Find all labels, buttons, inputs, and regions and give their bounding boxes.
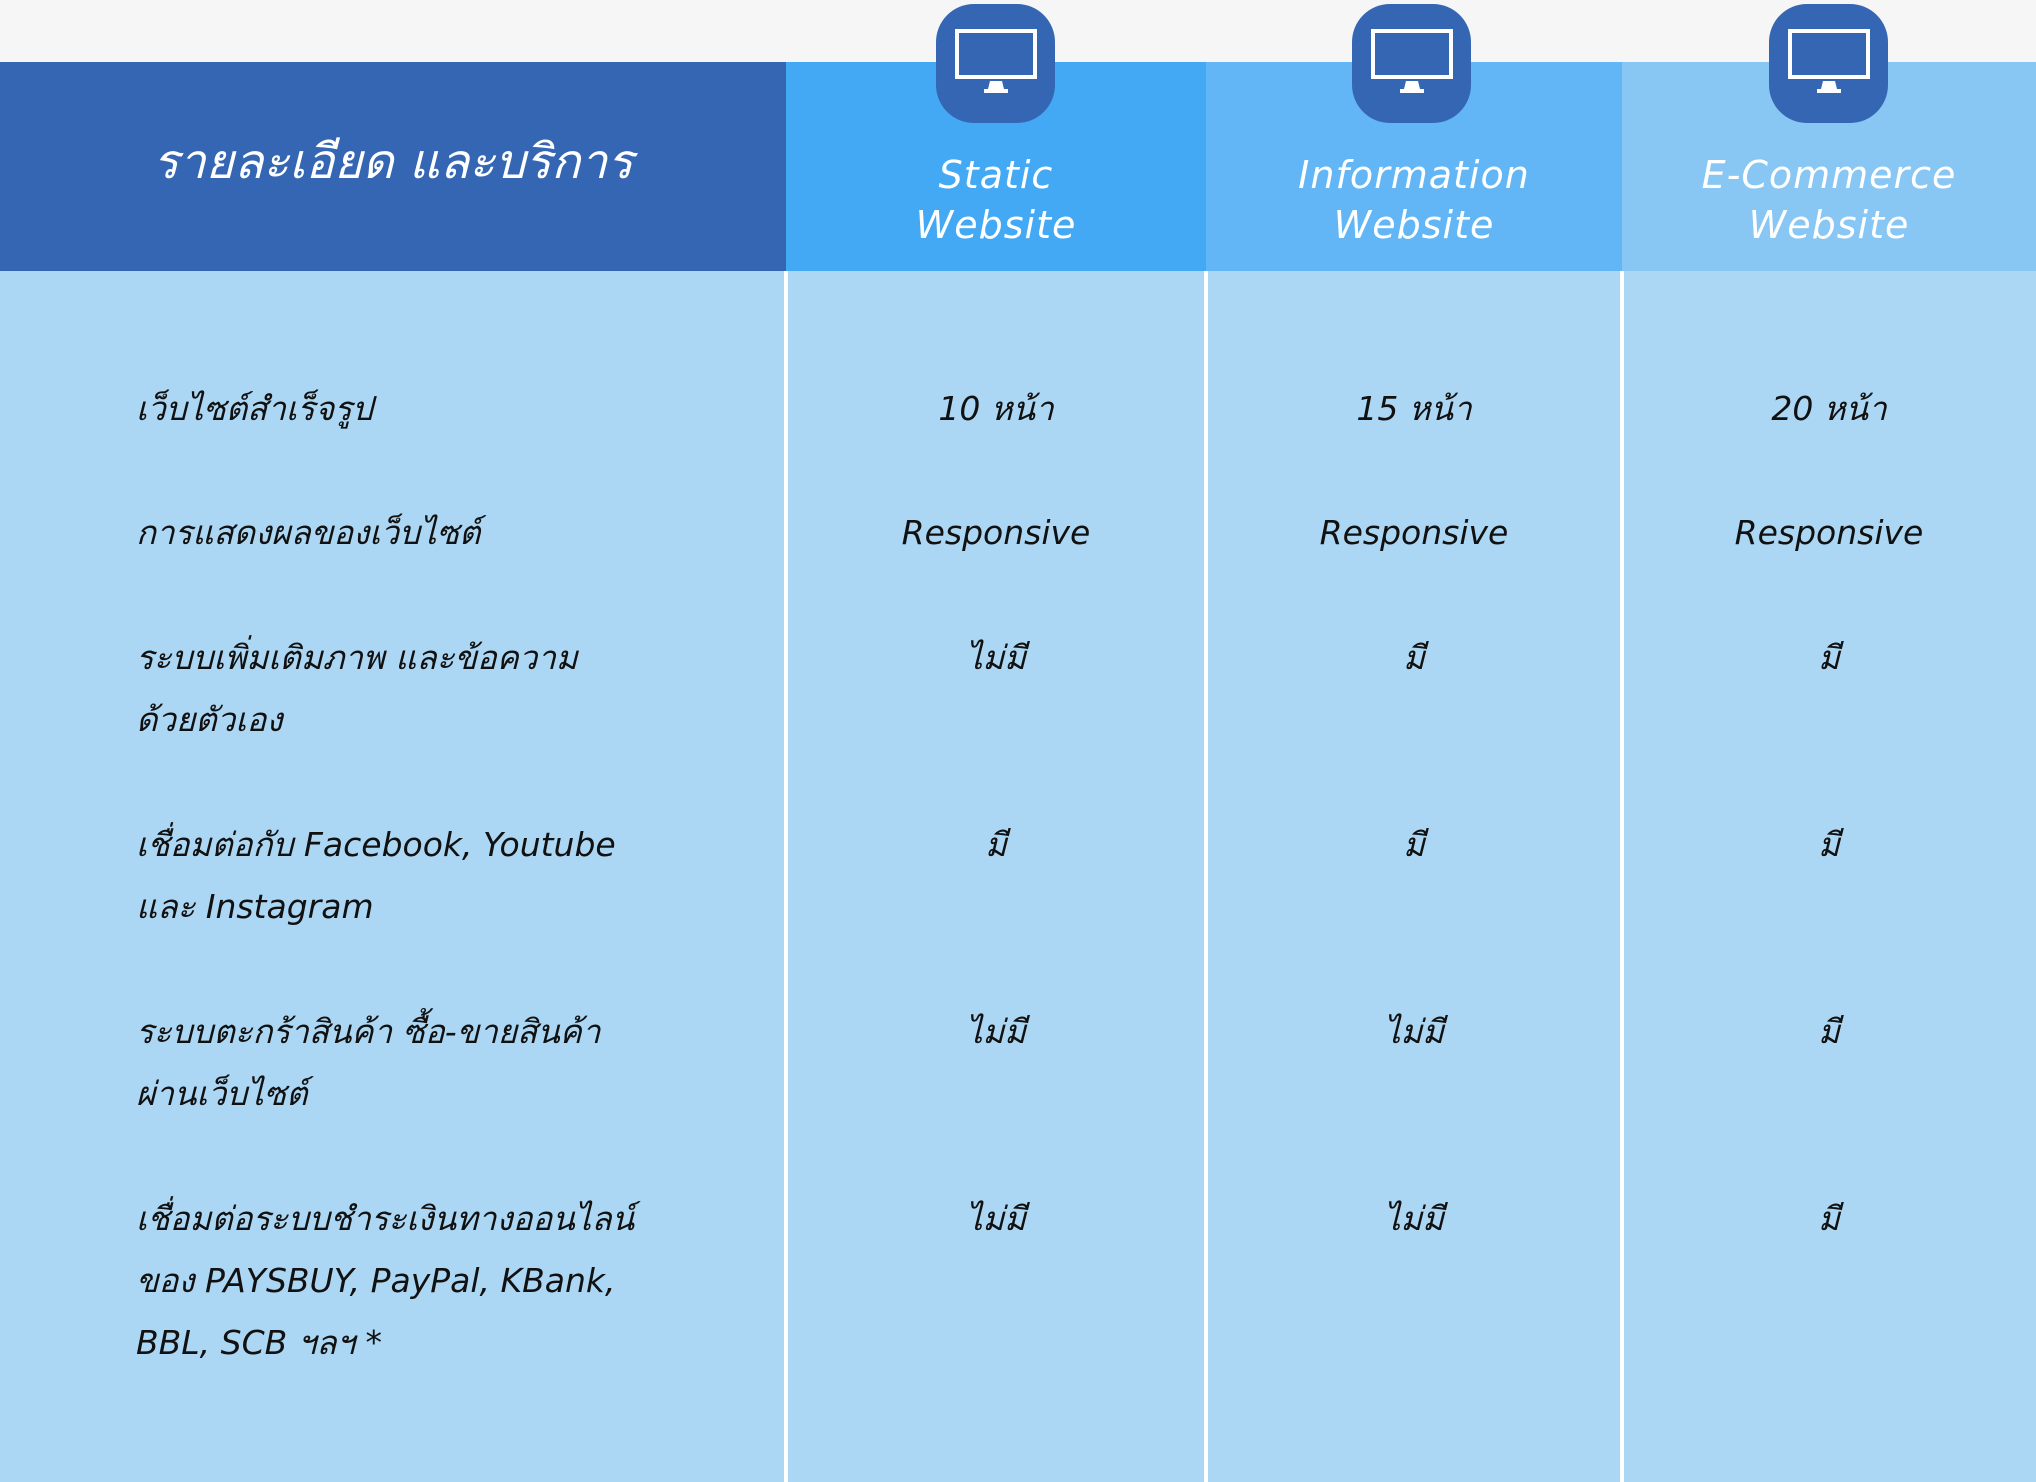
- row-label-payment: [136, 1188, 696, 1374]
- header-details-label: รายละเอียด และบริการ: [152, 133, 634, 190]
- cell-information-display: Responsive: [1319, 513, 1509, 552]
- column-title-line2: Website: [1748, 203, 1910, 247]
- row-label-ready-made-website: [136, 378, 696, 440]
- row-label-line: ผ่านเว็บไซต์: [136, 1074, 308, 1113]
- monitor-icon: [1769, 4, 1888, 123]
- cell-static-cart: ไม่มี: [965, 1012, 1027, 1051]
- cell-static-social: มี: [985, 825, 1007, 864]
- cell-ecommerce-pages: 20 หน้า: [1771, 389, 1887, 428]
- column-divider: [1620, 271, 1624, 1482]
- row-label-self-edit: [136, 627, 696, 751]
- monitor-icon: [1352, 4, 1471, 123]
- column-title-information: [1206, 150, 1622, 250]
- cell-information-cart: ไม่มี: [1383, 1012, 1445, 1051]
- row-label-social: [136, 814, 696, 938]
- row-label-line: ของ PAYSBUY, PayPal, KBank,: [136, 1261, 616, 1300]
- cell-ecommerce-social: มี: [1818, 825, 1840, 864]
- row-label-line: เว็บไซต์สำเร็จรูป: [136, 389, 373, 428]
- column-divider: [1204, 271, 1208, 1482]
- cell-static-display: Responsive: [901, 513, 1091, 552]
- cell-ecommerce-self-edit: มี: [1818, 638, 1840, 677]
- header-details-cell: [0, 62, 786, 271]
- row-label-line: และ Instagram: [136, 887, 374, 926]
- column-title-line1: Static: [938, 153, 1054, 197]
- row-label-line: BBL, SCB ฯลฯ *: [136, 1323, 383, 1362]
- column-title-line1: Information: [1298, 153, 1530, 197]
- column-title-line2: Website: [915, 203, 1077, 247]
- cell-information-social: มี: [1403, 825, 1425, 864]
- cell-ecommerce-payment: มี: [1818, 1199, 1840, 1238]
- column-title-ecommerce: [1622, 150, 2036, 250]
- row-label-line: ระบบตะกร้าสินค้า ซื้อ-ขายสินค้า: [136, 1012, 601, 1051]
- row-label-line: การแสดงผลของเว็บไซต์: [136, 513, 481, 552]
- row-label-line: เชื่อมต่อกับ Facebook, Youtube: [136, 825, 616, 864]
- column-title-static: [786, 150, 1206, 250]
- cell-information-pages: 15 หน้า: [1356, 389, 1472, 428]
- cell-information-self-edit: มี: [1403, 638, 1425, 677]
- column-title-line2: Website: [1333, 203, 1495, 247]
- column-divider: [784, 271, 788, 1482]
- column-title-line1: E-Commerce: [1701, 153, 1957, 197]
- row-label-line: เชื่อมต่อระบบชำระเงินทางออนไลน์: [136, 1199, 635, 1238]
- row-label-line: ระบบเพิ่มเติมภาพ และข้อความ: [136, 638, 578, 677]
- cell-static-payment: ไม่มี: [965, 1199, 1027, 1238]
- row-label-line: ด้วยตัวเอง: [136, 700, 283, 739]
- monitor-icon: [936, 4, 1055, 123]
- row-label-cart: [136, 1001, 696, 1125]
- cell-static-pages: 10 หน้า: [938, 389, 1054, 428]
- cell-ecommerce-display: Responsive: [1734, 513, 1924, 552]
- cell-information-payment: ไม่มี: [1383, 1199, 1445, 1238]
- row-label-display: [136, 502, 696, 564]
- cell-ecommerce-cart: มี: [1818, 1012, 1840, 1051]
- cell-static-self-edit: ไม่มี: [965, 638, 1027, 677]
